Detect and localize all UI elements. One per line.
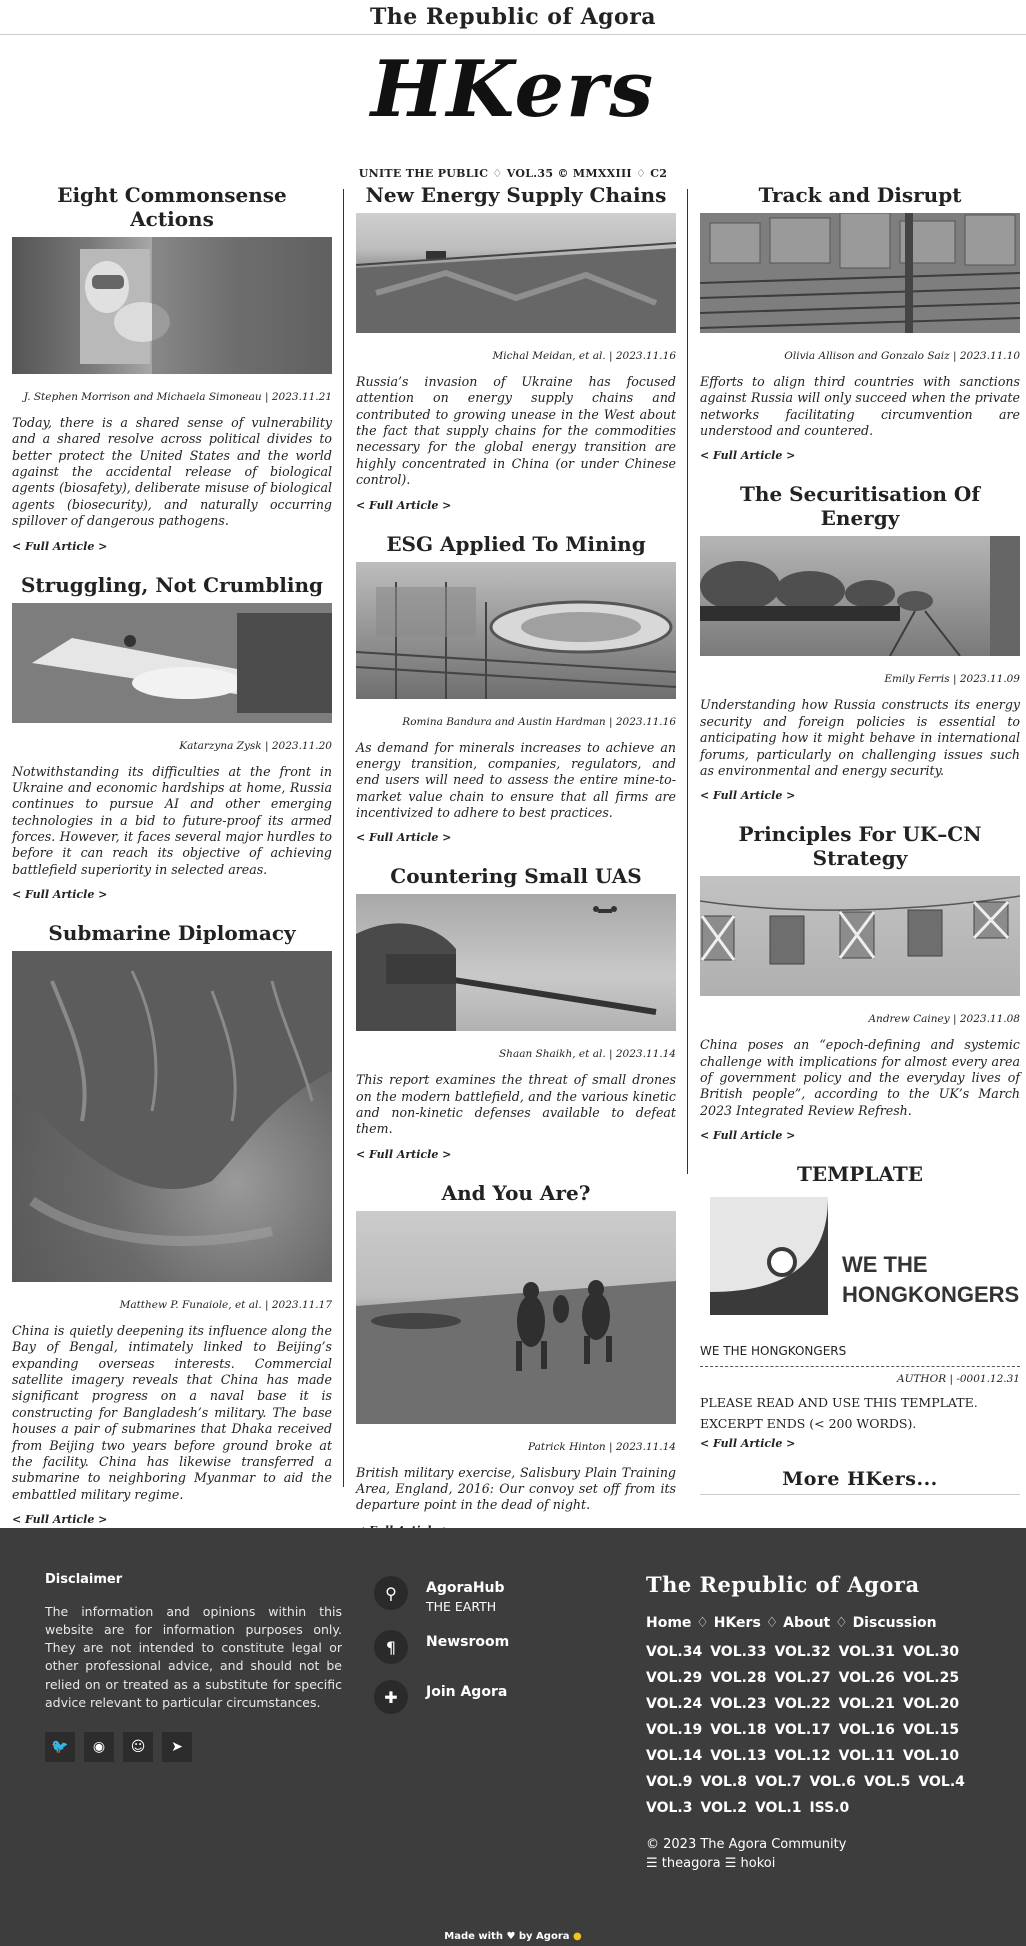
- article-card: [700, 183, 1020, 462]
- volume-link[interactable]: VOL.7: [754, 1774, 802, 1790]
- volume-link[interactable]: VOL.21: [838, 1696, 895, 1712]
- article-byline: Matthew P. Funaiole, et al. | 2023.11.17: [119, 1299, 332, 1312]
- footer-copyright: [646, 1835, 986, 1873]
- volume-link[interactable]: VOL.29: [646, 1670, 703, 1686]
- newsroom-link[interactable]: [374, 1630, 624, 1664]
- volume-link[interactable]: VOL.2: [700, 1800, 747, 1816]
- article-excerpt: Understanding how Russia constructs its energy security and foreign policies is essential to anticipating how it might behave in international forums, particularly on challenging issues such as environmental and energy security.: [700, 697, 1020, 778]
- volume-link[interactable]: VOL.5: [863, 1774, 911, 1790]
- credits-links[interactable]: ☰ theagora ☰ hokoi: [646, 1856, 776, 1871]
- article-card: [12, 921, 332, 1526]
- article-title[interactable]: Countering Small UAS: [390, 864, 642, 889]
- volume-link[interactable]: VOL.20: [902, 1696, 960, 1712]
- made-with-text: Made with: [444, 1931, 503, 1942]
- footer-main-nav: [646, 1615, 986, 1631]
- masthead: [0, 35, 1026, 180]
- volume-link[interactable]: VOL.6: [809, 1774, 856, 1790]
- nav-separator: ♢: [696, 1615, 709, 1631]
- article-card: [12, 573, 332, 902]
- volume-link[interactable]: VOL.22: [774, 1696, 831, 1712]
- volume-link[interactable]: VOL.30: [902, 1644, 960, 1660]
- article-byline: J. Stephen Morrison and Michaela Simoneau | 2023.11.21: [23, 391, 332, 403]
- article-title[interactable]: Struggling, Not Crumbling: [20, 572, 324, 597]
- full-article-link[interactable]: < Full Article >: [356, 1147, 452, 1161]
- disclaimer-title: Disclaimer: [45, 1572, 123, 1587]
- nav-hkers[interactable]: HKers: [713, 1615, 761, 1631]
- article-excerpt: Notwithstanding its difficulties at the front in Ukraine and economic hardships at home, Russia continues to pursue AI and other emerging technologies in a bid to future-proof its armed forces. However, it faces several major hurdles to before it can reach its objective of achieving battlefield superiority in selected areas.: [12, 763, 332, 877]
- column-left: [12, 183, 332, 1546]
- article-card: [356, 532, 676, 845]
- full-article-link[interactable]: < Full Article >: [12, 539, 108, 553]
- article-image[interactable]: [700, 536, 1020, 656]
- article-byline: Andrew Cainey | 2023.11.08: [868, 1013, 1020, 1026]
- template-body: WE THE HONGKONGERS: [700, 1344, 847, 1359]
- article-image[interactable]: [356, 894, 676, 1031]
- logo-line1: WE THE: [842, 1252, 928, 1278]
- article-byline: Michal Meidan, et al. | 2023.11.16: [492, 350, 676, 362]
- copyright-text: © 2023 The Agora Community: [646, 1837, 847, 1852]
- emoji-icon: ●: [572, 1931, 582, 1942]
- article-card: [700, 482, 1020, 802]
- article-excerpt: As demand for minerals increases to achieve an energy transition, companies, regulators, and end users will need to assess the entire mine-to-market value chain to ensure that all firms are incentivized to adhere to best practices.: [356, 739, 676, 820]
- volume-link[interactable]: VOL.25: [902, 1670, 960, 1686]
- column-right: [700, 183, 1020, 1515]
- disclaimer-text: The information and opinions within this website are for information purposes only. They are not intended to constitute legal or other professional advice, and should not be relied on or treated as a substitute for specific advice relevant to particular circumstances.: [45, 1604, 342, 1710]
- article-card: [356, 183, 676, 512]
- agorahub-title: AgoraHub: [426, 1580, 505, 1596]
- made-with-note: [0, 1931, 1026, 1942]
- agorahub-subtitle: THE EARTH: [426, 1599, 497, 1614]
- article-byline: Olivia Allison and Gonzalo Saiz | 2023.11.10: [784, 350, 1020, 362]
- article-title[interactable]: New Energy Supply Chains: [365, 183, 667, 207]
- article-image[interactable]: [12, 951, 332, 1282]
- puzzle-icon: ✚: [374, 1680, 408, 1714]
- hazmat-photo: [12, 237, 332, 374]
- logo-line2: HONGKONGERS: [842, 1282, 1020, 1308]
- volume-link[interactable]: VOL.4: [918, 1774, 965, 1790]
- template-byline: AUTHOR | -0001.12.31: [700, 1366, 1020, 1385]
- satellite-photo: [12, 951, 332, 1282]
- site-footer: [0, 1528, 1026, 1946]
- location-pin-icon: ⚲: [374, 1576, 408, 1610]
- beach-soldiers-photo: [356, 1211, 676, 1424]
- site-title-link[interactable]: The Republic of Agora: [369, 4, 657, 30]
- full-article-link[interactable]: < Full Article >: [12, 888, 108, 902]
- nav-separator: ♢: [765, 1615, 779, 1631]
- reddit-icon[interactable]: ☺: [123, 1732, 153, 1762]
- telegram-icon[interactable]: ➤: [162, 1732, 192, 1762]
- issue-tagline: UNITE THE PUBLIC ♢ VOL.35 © MMXXIII ♢ C2: [358, 167, 668, 180]
- volume-link[interactable]: VOL.12: [774, 1748, 831, 1764]
- made-by-text: by Agora: [518, 1931, 570, 1942]
- article-excerpt: Efforts to align third countries with sanctions against Russia will only succeed when the private networks facilitating circumvention are understood and countered.: [700, 374, 1020, 439]
- we-the-hongkongers-logo[interactable]: [700, 1192, 1020, 1322]
- article-card: [356, 1181, 676, 1537]
- volume-link[interactable]: VOL.16: [838, 1722, 895, 1738]
- article-excerpt: Russia’s invasion of Ukraine has focused attention on energy supply chains and contributed to growing unease in the West about the fact that supply chains for the commodities necessary for the global energy transition are highly concentrated in China (or under Chinese control).: [356, 374, 676, 488]
- hongkongers-logo-mark: [700, 1192, 1020, 1322]
- article-card: [356, 864, 676, 1160]
- volume-link[interactable]: VOL.23: [710, 1696, 767, 1712]
- nav-about[interactable]: About: [783, 1615, 831, 1631]
- volume-link[interactable]: VOL.34: [646, 1644, 703, 1660]
- github-icon[interactable]: ◉: [84, 1732, 114, 1762]
- volume-link[interactable]: VOL.19: [646, 1722, 703, 1738]
- article-image[interactable]: [356, 562, 676, 699]
- join-agora-link[interactable]: [374, 1680, 624, 1714]
- coal-terminal-photo: [356, 213, 676, 333]
- article-image[interactable]: [12, 603, 332, 723]
- article-title[interactable]: ESG Applied To Mining: [386, 531, 646, 556]
- article-excerpt: Today, there is a shared sense of vulnerability and a shared resolve across political divides to better protect the United States and the world against the accidental release of biological agents (biosafety), deliberate misuse of biological agents (biosecurity), and naturally occurring spillover of dangerous pathogens.: [12, 415, 332, 529]
- mining-plant-photo: [356, 562, 676, 699]
- article-excerpt: China is quietly deepening its influence along the Bay of Bengal, intimately linked to Beijing’s expanding overseas interests. Commercial satellite imagery reveals that China has made significant progress on a naval base it is constructing for Bangladesh’s military. The base houses a pair of submarines that Dhaka received from Beijing two years before ground broke at the facility. China has likewise transferred a submarine to neighboring Myanmar to aid the embattled military regime.: [12, 1323, 332, 1502]
- template-card: [700, 1162, 1020, 1495]
- volume-link[interactable]: VOL.3: [646, 1800, 693, 1816]
- footer-site-title[interactable]: The Republic of Agora: [646, 1572, 920, 1597]
- volume-link[interactable]: VOL.1: [754, 1800, 802, 1816]
- newsroom-label: Newsroom: [426, 1634, 510, 1650]
- article-excerpt: China poses an “epoch-defining and systemic challenge with implications for almost every area of government policy and the everyday lives of British people”, according to the UK’s March 2023 Integrated Review Refresh.: [700, 1037, 1020, 1118]
- volume-link[interactable]: VOL.18: [710, 1722, 767, 1738]
- volume-link[interactable]: VOL.24: [646, 1696, 703, 1712]
- paragraph-icon: ¶: [374, 1630, 408, 1664]
- volume-link[interactable]: ISS.0: [809, 1800, 850, 1816]
- template-excerpt: PLEASE READ AND USE THIS TEMPLATE.: [700, 1395, 978, 1411]
- full-article-link[interactable]: < Full Article >: [12, 1512, 108, 1526]
- full-article-link[interactable]: < Full Article >: [356, 831, 452, 845]
- flags-photo: [700, 876, 1020, 996]
- column-divider: [343, 189, 344, 1487]
- article-image[interactable]: [700, 213, 1020, 333]
- article-image[interactable]: [356, 1211, 676, 1424]
- volume-link[interactable]: VOL.9: [646, 1774, 693, 1790]
- volume-link[interactable]: VOL.28: [710, 1670, 767, 1686]
- column-middle: [356, 183, 676, 1557]
- top-bar: [0, 0, 1026, 35]
- disclaimer-section: [45, 1572, 342, 1762]
- volume-link[interactable]: VOL.33: [710, 1644, 767, 1660]
- volume-links: [646, 1639, 986, 1821]
- agorahub-link[interactable]: [374, 1576, 624, 1614]
- volume-link[interactable]: VOL.10: [902, 1748, 960, 1764]
- heart-icon: ♥: [506, 1931, 516, 1942]
- article-title[interactable]: Submarine Diplomacy: [48, 921, 296, 946]
- template-excerpt: EXCERPT ENDS (< 200 WORDS).: [700, 1416, 917, 1432]
- nav-discussion[interactable]: Discussion: [852, 1615, 937, 1631]
- article-title[interactable]: Track and Disrupt: [758, 183, 962, 207]
- full-article-link[interactable]: < Full Article >: [700, 1129, 796, 1143]
- full-article-link[interactable]: < Full Article >: [700, 449, 796, 463]
- article-image[interactable]: [700, 876, 1020, 996]
- template-title[interactable]: TEMPLATE: [797, 1162, 923, 1187]
- article-image[interactable]: [356, 213, 676, 333]
- article-excerpt: This report examines the threat of small drones on the modern battlefield, and the various kinetic and non-kinetic defenses available to defeat them.: [356, 1072, 676, 1137]
- article-image[interactable]: [12, 237, 332, 374]
- volume-link[interactable]: VOL.26: [838, 1670, 895, 1686]
- article-byline: Shaan Shaikh, et al. | 2023.11.14: [498, 1048, 676, 1061]
- article-title[interactable]: Eight Commonsense Actions: [57, 183, 287, 231]
- rail-yard-photo: [700, 213, 1020, 333]
- article-card: [700, 822, 1020, 1142]
- article-byline: Katarzyna Zysk | 2023.11.20: [179, 739, 332, 752]
- more-hkers-link[interactable]: More HKers...: [700, 1468, 1020, 1495]
- volume-link[interactable]: VOL.17: [774, 1722, 831, 1738]
- volume-link[interactable]: VOL.14: [646, 1748, 703, 1764]
- article-title[interactable]: And You Are?: [441, 1180, 591, 1205]
- article-card: [12, 183, 332, 553]
- footer-nav: [646, 1572, 986, 1873]
- hkers-logo[interactable]: HKers: [370, 44, 656, 135]
- volume-link[interactable]: VOL.31: [838, 1644, 895, 1660]
- article-byline: Patrick Hinton | 2023.11.14: [528, 1440, 676, 1453]
- volume-link[interactable]: VOL.8: [700, 1774, 747, 1790]
- full-article-link[interactable]: < Full Article >: [700, 1437, 796, 1451]
- article-byline: Romina Bandura and Austin Hardman | 2023.11.16: [402, 715, 676, 728]
- social-links: [45, 1732, 342, 1762]
- tank-train-photo: [700, 536, 1020, 656]
- full-article-link[interactable]: < Full Article >: [356, 498, 452, 512]
- drone-photo: [12, 603, 332, 723]
- full-article-link[interactable]: < Full Article >: [700, 789, 796, 803]
- article-excerpt: British military exercise, Salisbury Plain Training Area, England, 2016: Our convoy set off from its departure point in the dead of night.: [356, 1464, 676, 1513]
- nav-separator: ♢: [835, 1615, 848, 1631]
- volume-link[interactable]: VOL.32: [774, 1644, 831, 1660]
- article-byline: Emily Ferris | 2023.11.09: [884, 673, 1020, 686]
- footer-links: [374, 1576, 624, 1730]
- article-title[interactable]: Principles For UK–CN Strategy: [738, 822, 982, 871]
- nav-home[interactable]: Home: [646, 1615, 692, 1631]
- column-divider: [687, 189, 688, 1174]
- volume-link[interactable]: VOL.11: [838, 1748, 895, 1764]
- volume-link[interactable]: VOL.27: [774, 1670, 831, 1686]
- join-agora-label: Join Agora: [426, 1684, 508, 1700]
- article-title[interactable]: The Securitisation Of Energy: [740, 482, 980, 531]
- twitter-icon[interactable]: 🐦: [45, 1732, 75, 1762]
- tank-drone-photo: [356, 894, 676, 1031]
- volume-link[interactable]: VOL.13: [710, 1748, 767, 1764]
- volume-link[interactable]: VOL.15: [902, 1722, 960, 1738]
